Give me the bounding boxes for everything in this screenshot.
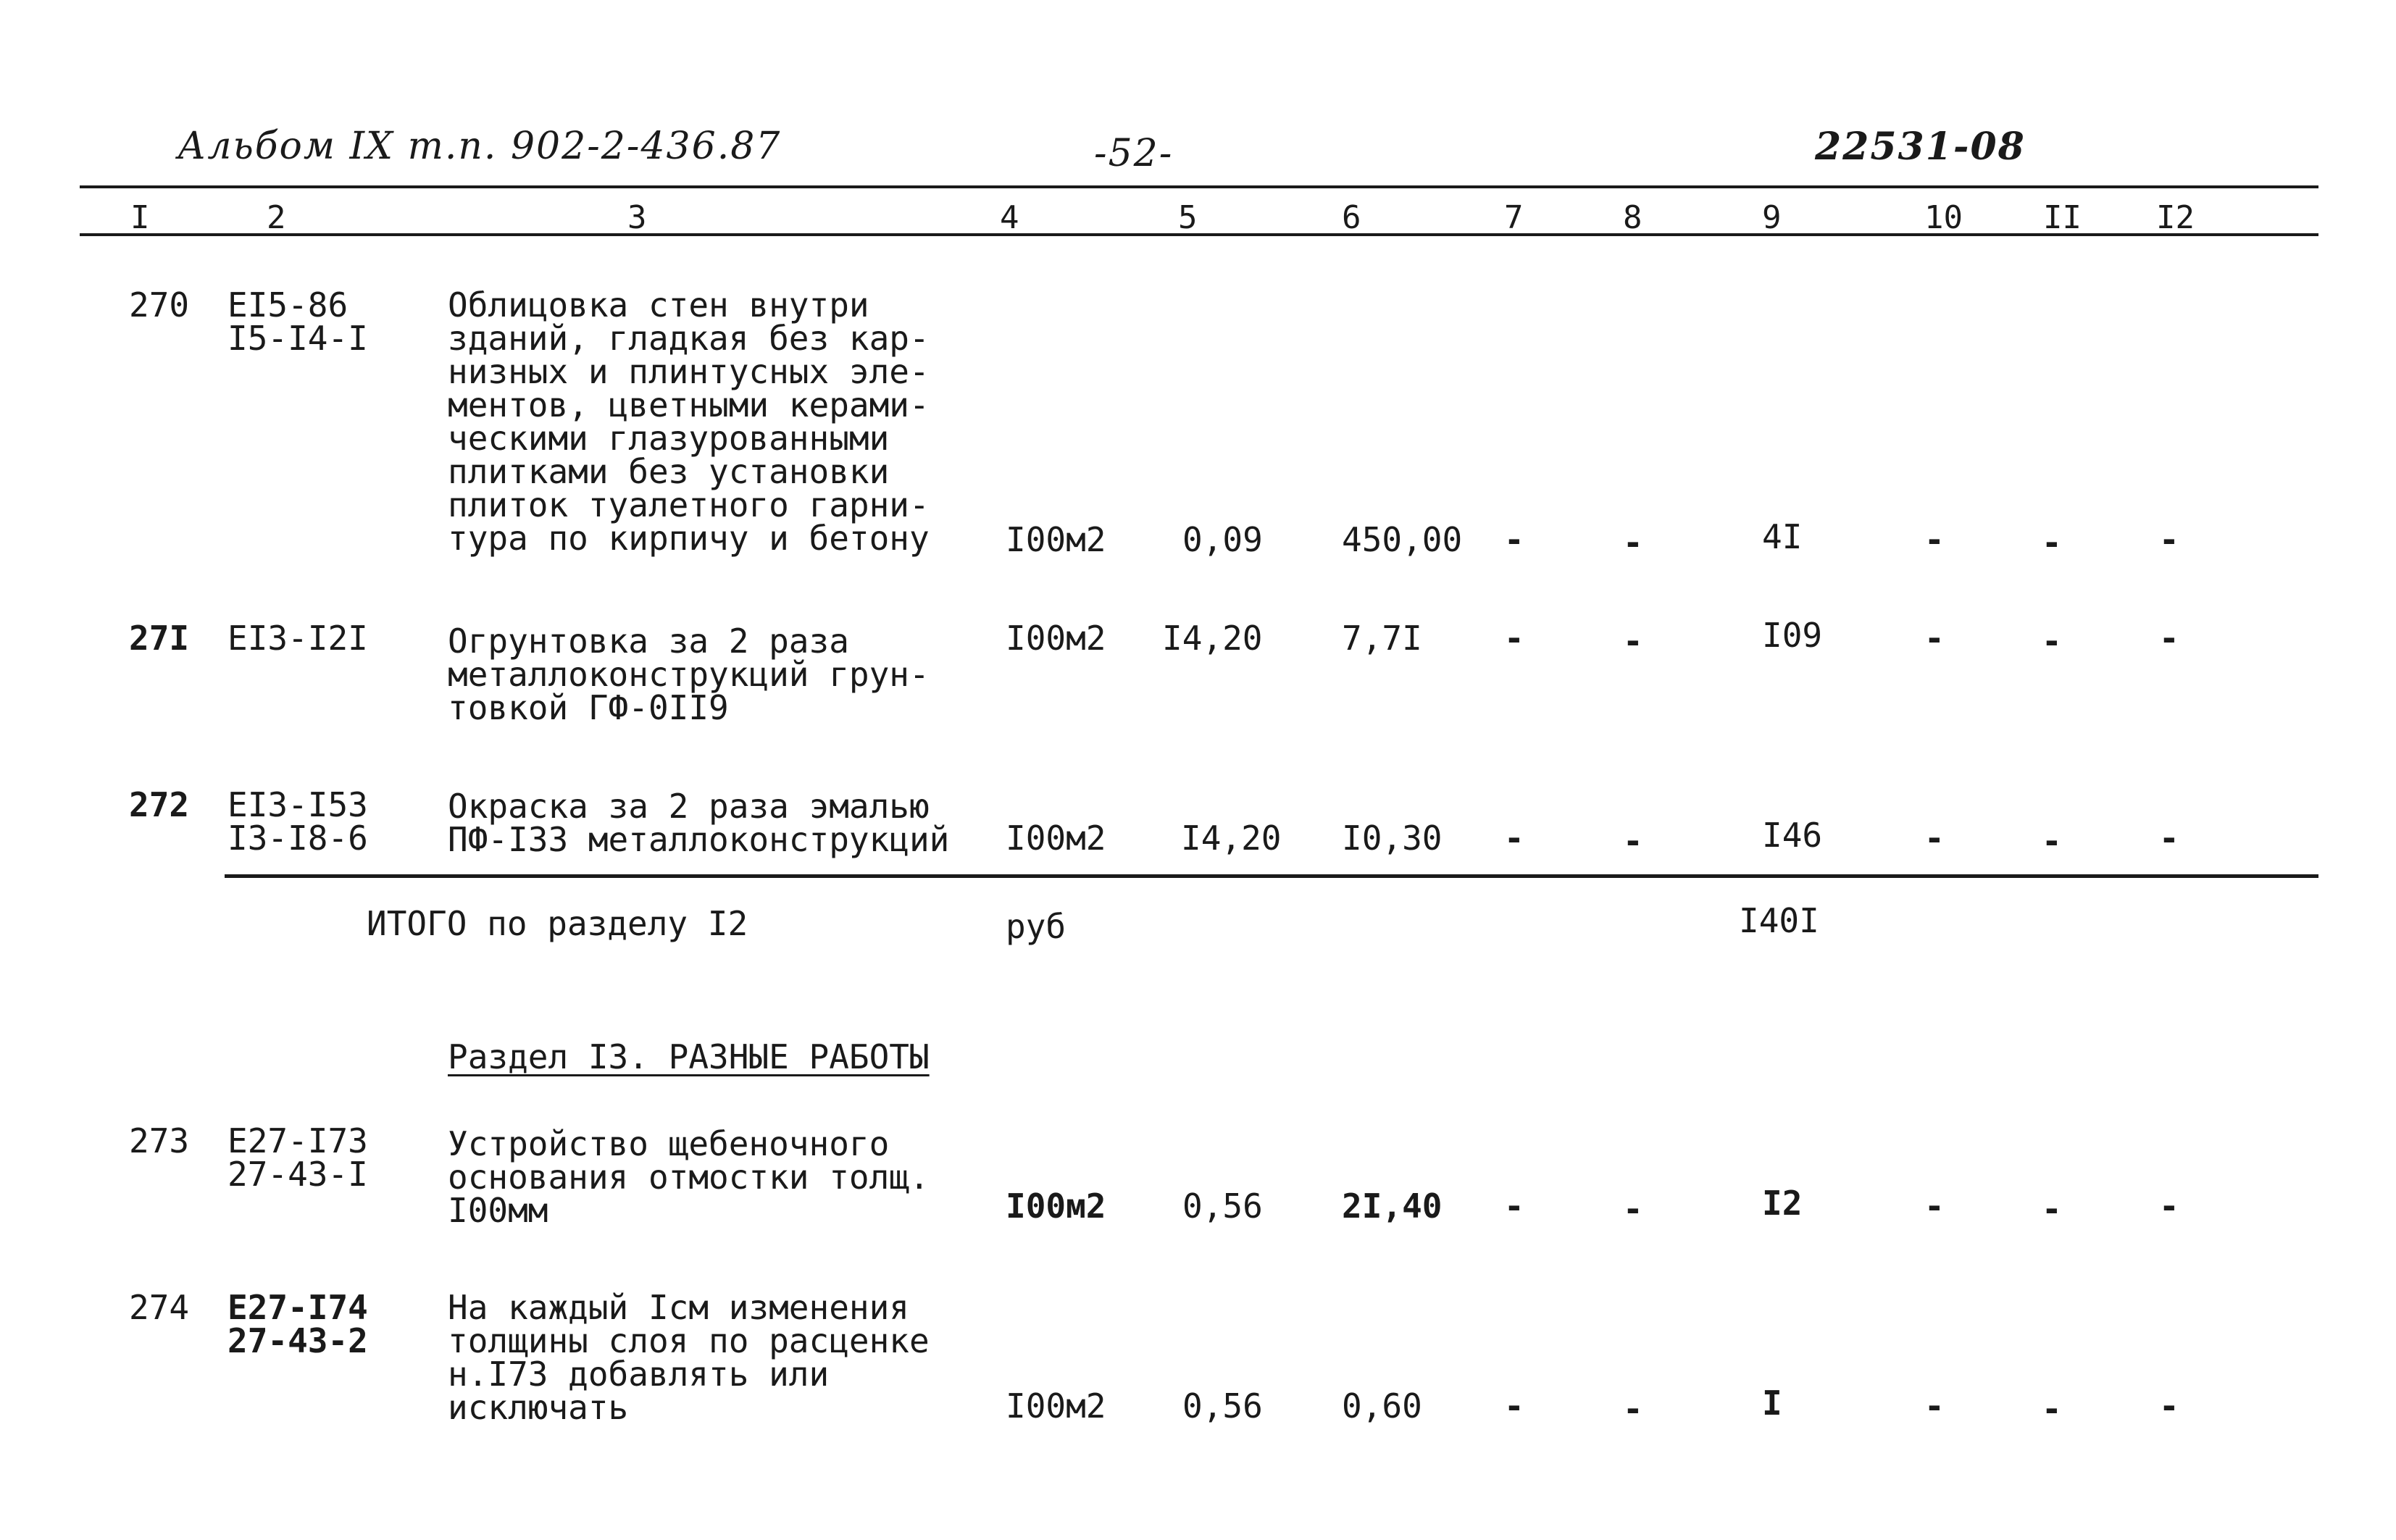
page-number: -52- [1094, 132, 1174, 175]
col-2-number: 2 [267, 199, 286, 236]
row-col10: - [1924, 819, 1945, 858]
row-code: E27-I73 [228, 1121, 368, 1160]
row-col10: - [1924, 520, 1945, 559]
row-unit: I00м2 [1006, 1386, 1106, 1426]
row-col12: - [2159, 1187, 2179, 1226]
row-col7: - [1504, 819, 1524, 858]
row-col7: - [1504, 1386, 1524, 1426]
col-3-number: 3 [627, 199, 647, 236]
row-number: 270 [129, 285, 190, 325]
col-1-number: I [130, 199, 150, 236]
row-description: Облицовка стен внутри зданий, гладкая без кар- низных и плинтусных эле- ментов, цветными керами- ческими глазурованными плитками без установки плиток туалетного гарни- тура по кирпичу и бетону [448, 285, 930, 558]
row-col9: I09 [1762, 616, 1823, 655]
row-col9: 4I [1762, 517, 1803, 556]
row-code-secondary: I3-I8-6 [228, 819, 368, 858]
row-col11: - [2042, 821, 2062, 861]
row-price: 7,7I [1342, 619, 1422, 658]
row-col12: - [2159, 520, 2179, 559]
row-description: Устройство щебеночного основания отмостки толщ. I00мм [448, 1124, 930, 1230]
row-col8: - [1623, 821, 1643, 861]
total-unit: руб [1006, 907, 1066, 946]
row-col10: - [1924, 1187, 1945, 1226]
row-col7: - [1504, 619, 1524, 658]
col-6-number: 6 [1342, 199, 1361, 236]
row-number: 273 [129, 1121, 190, 1160]
row-number: 274 [129, 1288, 190, 1327]
row-col7: - [1504, 1187, 1524, 1226]
row-col12: - [2159, 819, 2179, 858]
row-col9: I [1762, 1384, 1782, 1423]
header-bottom-rule [80, 233, 2318, 236]
header-top-rule [80, 185, 2318, 188]
row-number: 27I [129, 619, 190, 658]
col-7-number: 7 [1504, 199, 1524, 236]
col-11-number: II [2043, 199, 2082, 236]
row-unit: I00м2 [1006, 619, 1106, 658]
row-code: EI3-I53 [228, 785, 368, 824]
row-col11: - [2042, 1389, 2062, 1428]
col-4-number: 4 [1000, 199, 1019, 236]
row-col11: - [2042, 523, 2062, 562]
row-unit: I00м2 [1006, 520, 1106, 559]
total-value: I40I [1739, 901, 1819, 940]
row-col9: I2 [1762, 1184, 1803, 1223]
row-quantity: I4,20 [1181, 819, 1282, 858]
row-col8: - [1623, 1189, 1643, 1229]
col-5-number: 5 [1178, 199, 1198, 236]
row-code: EI5-86 [228, 285, 348, 325]
section-heading: Раздел I3. РАЗНЫЕ РАБОТЫ [448, 1037, 930, 1076]
row-price: I0,30 [1342, 819, 1443, 858]
row-code: E27-I74 [228, 1288, 368, 1327]
row-col11: - [2042, 1189, 2062, 1229]
row-description: Огрунтовка за 2 раза металлоконструкций грун- товкой ГФ-0II9 [448, 622, 930, 727]
row-unit: I00м2 [1006, 1187, 1106, 1226]
row-description: На каждый Iсм изменения толщины слоя по расценке н.I73 добавлять или исключать [448, 1288, 930, 1427]
col-8-number: 8 [1623, 199, 1642, 236]
album-title: Альбом IX т.п. 902-2-436.87 [178, 125, 782, 168]
row-col10: - [1924, 1386, 1945, 1426]
row-code-secondary: 27-43-2 [228, 1321, 368, 1360]
row-number: 272 [129, 785, 190, 824]
row-col11: - [2042, 622, 2062, 661]
total-label: ИТОГО по разделу I2 [367, 904, 748, 943]
row-col12: - [2159, 1386, 2179, 1426]
row-col8: - [1623, 1389, 1643, 1428]
row-col8: - [1623, 622, 1643, 661]
row-price: 0,60 [1342, 1386, 1422, 1426]
document-code: 22531-08 [1815, 125, 2026, 169]
row-code-secondary: 27-43-I [228, 1155, 368, 1194]
row-unit: I00м2 [1006, 819, 1106, 858]
row-price: 450,00 [1342, 520, 1463, 559]
row-quantity: 0,56 [1182, 1187, 1263, 1226]
row-quantity: I4,20 [1162, 619, 1263, 658]
col-9-number: 9 [1762, 199, 1782, 236]
total-separator-rule [225, 874, 2318, 878]
row-code-secondary: I5-I4-I [228, 319, 368, 358]
row-col10: - [1924, 619, 1945, 658]
row-code: EI3-I2I [228, 619, 368, 658]
row-col12: - [2159, 619, 2179, 658]
row-col7: - [1504, 520, 1524, 559]
col-10-number: 10 [1924, 199, 1963, 236]
row-quantity: 0,56 [1182, 1386, 1263, 1426]
row-col9: I46 [1762, 816, 1823, 855]
col-12-number: I2 [2156, 199, 2195, 236]
row-description: Окраска за 2 раза эмалью ПФ-I33 металлоконструкций [448, 787, 950, 859]
row-price: 2I,40 [1342, 1187, 1443, 1226]
row-quantity: 0,09 [1182, 520, 1263, 559]
row-col8: - [1623, 523, 1643, 562]
